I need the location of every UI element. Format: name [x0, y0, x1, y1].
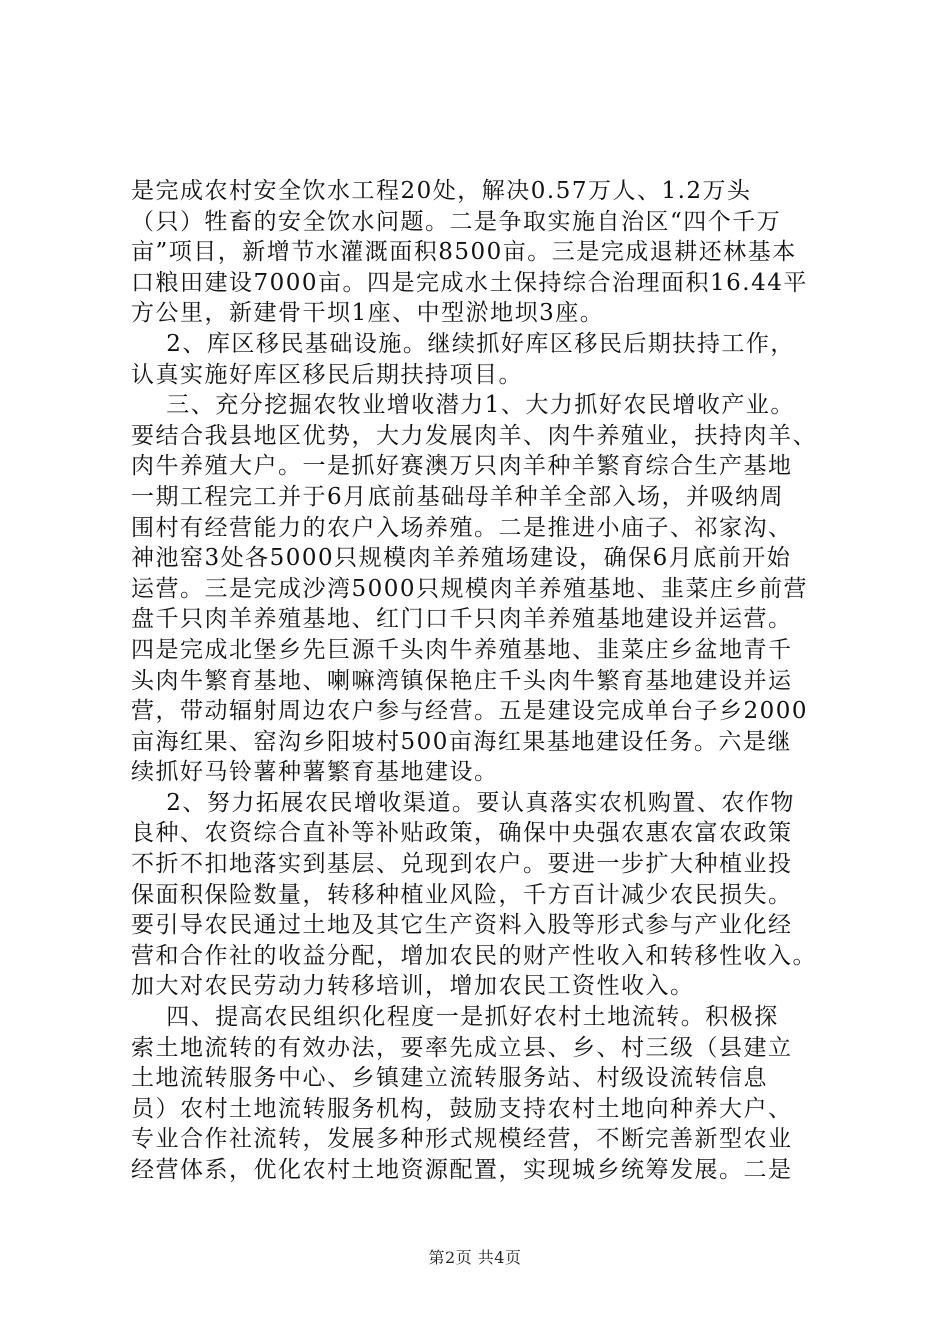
page-footer: 第2页 共4页 [428, 1248, 522, 1267]
text-line: 索土地流转的有效办法，要率先成立县、乡、村三级（县建立 [131, 1034, 793, 1061]
text-line: 不折不扣地落实到基层、兑现到农户。要进一步扩大种植业投 [131, 851, 793, 878]
text-line: 要引导农民通过土地及其它生产资料入股等形式参与产业化经 [131, 912, 793, 939]
text-line: （只）牲畜的安全饮水问题。二是争取实施自治区“四个千万 [131, 208, 782, 235]
text-line: 亩”项目，新增节水灌溉面积8500亩。三是完成退耕还林基本 [131, 239, 797, 266]
text-line: 保面积保险数量，转移种植业风险，千方百计减少农民损失。 [131, 881, 793, 908]
text-line: 方公里，新建骨干坝1座、中型淤地坝3座。 [131, 300, 605, 327]
text-line: 加大对农民劳动力转移培训，增加农民工资性收入。 [131, 973, 695, 1000]
text-line: 围村有经营能力的农户入场养殖。二是推进小庙子、祁家沟、 [131, 514, 793, 541]
text-line: 营，带动辐射周边农户参与经营。五是建设完成单台子乡2000 [131, 698, 809, 725]
text-line: 营和合作社的收益分配，增加农民的财产性收入和转移性收入。 [131, 942, 817, 969]
text-line: 神池窑3处各5000只规模肉羊养殖场建设，确保6月底前开始 [131, 545, 792, 572]
text-line: 亩海红果、窑沟乡阳坡村500亩海红果基地建设任务。六是继 [131, 728, 792, 755]
text-line: 员）农村土地流转服务机构，鼓励支持农村土地向种养大户、 [131, 1095, 793, 1122]
text-line: 运营。三是完成沙湾5000只规模肉羊养殖基地、韭菜庄乡前营 [131, 575, 809, 602]
text-line: 肉牛养殖大户。一是抓好赛澳万只肉羊种羊繁育综合生产基地 [131, 453, 793, 480]
text-line: 四是完成北堡乡先巨源千头肉牛养殖基地、韭菜庄乡盆地青千 [131, 636, 793, 663]
body-text [131, 176, 835, 1186]
text-line: 是完成农村安全饮水工程20处，解决0.57万人、1.2万头 [131, 178, 752, 204]
text-line: 经营体系，优化农村土地资源配置，实现城乡统筹发展。二是 [131, 1157, 793, 1183]
text-line: 头肉牛繁育基地、喇嘛湾镇保艳庄千头肉牛繁育基地建设并运 [131, 667, 793, 694]
document-body [131, 176, 835, 1186]
text-line: 要结合我县地区优势，大力发展肉羊、肉牛养殖业，扶持肉羊、 [131, 422, 817, 449]
text-line: 2、努力拓展农民增收渠道。要认真落实农机购置、农作物 [131, 789, 795, 816]
text-line: 续抓好马铃薯种薯繁育基地建设。 [131, 759, 499, 786]
text-line: 专业合作社流转，发展多种形式规模经营，不断完善新型农业 [131, 1126, 793, 1153]
text-line: 三、充分挖掘农牧业增收潜力1、大力抓好农民增收产业。 [131, 392, 795, 419]
text-line: 盘千只肉羊养殖基地、红门口千只肉羊养殖基地建设并运营。 [131, 606, 793, 633]
text-line: 一期工程完工并于6月底前基础母羊种羊全部入场，并吸纳周 [131, 483, 785, 510]
text-line: 认真实施好库区移民后期扶持项目。 [131, 361, 523, 388]
text-line: 口粮田建设7000亩。四是完成水土保持综合治理面积16.44平 [131, 269, 808, 296]
text-line: 2、库区移民基础设施。继续抓好库区移民后期扶持工作， [131, 330, 795, 357]
text-line: 土地流转服务中心、乡镇建立流转服务站、村级设流转信息 [131, 1065, 768, 1092]
text-line: 四、提高农民组织化程度一是抓好农村土地流转。积极探 [131, 1004, 779, 1031]
text-line: 良种、农资综合直补等补贴政策，确保中央强农惠农富农政策 [131, 820, 793, 847]
